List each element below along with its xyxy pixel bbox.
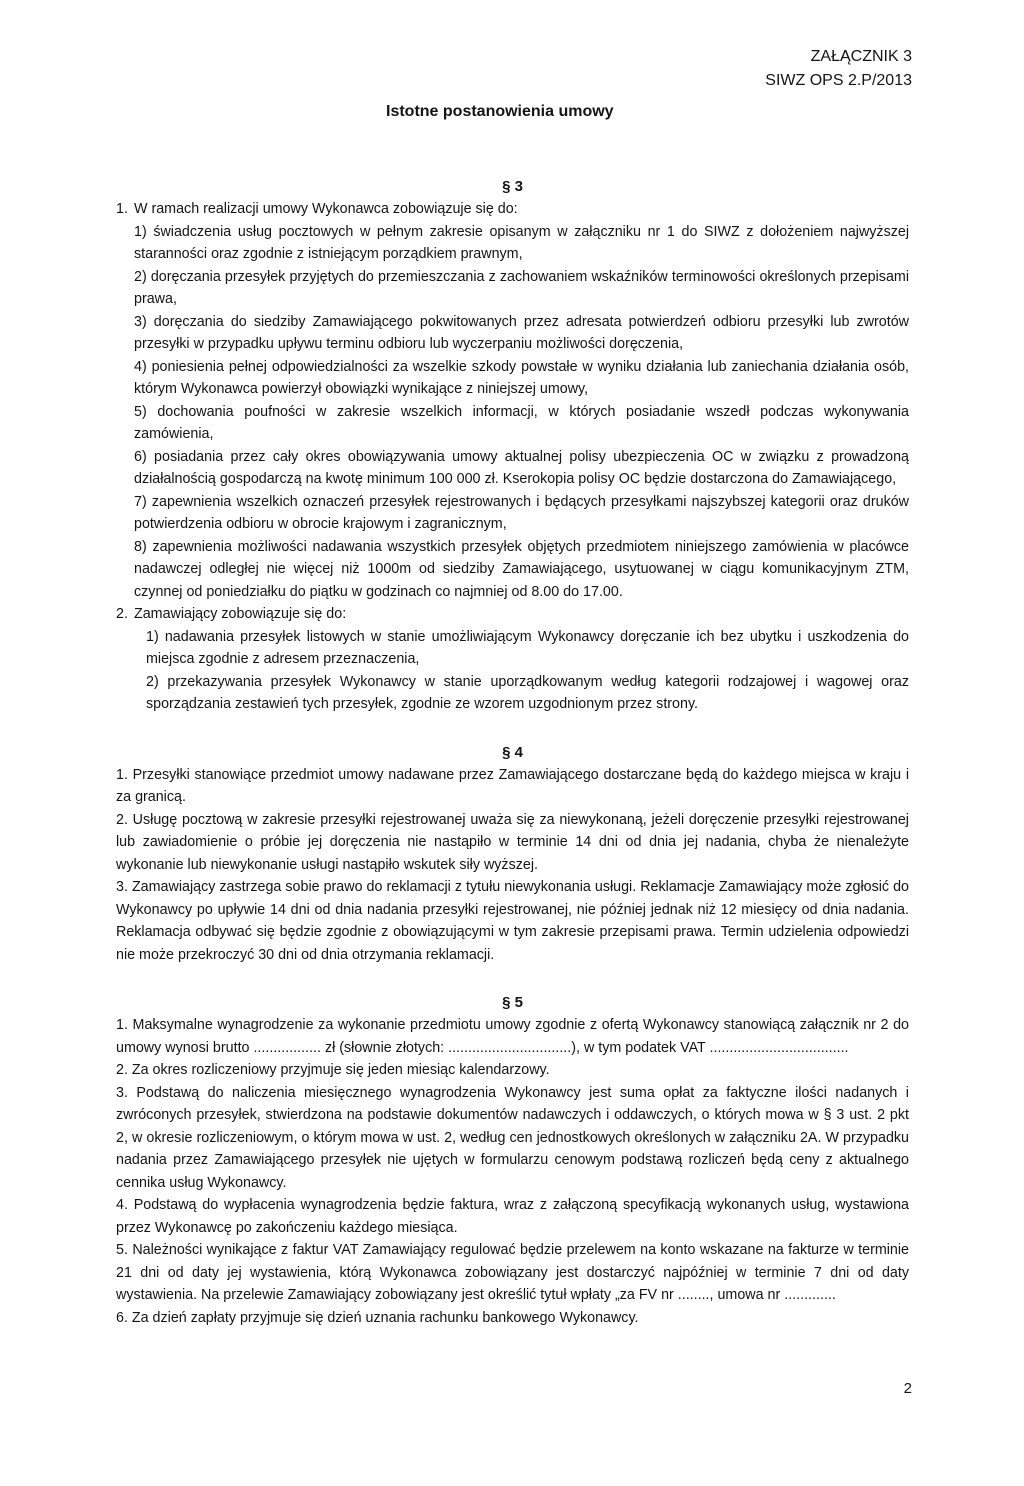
s3-p1-lead: W ramach realizacji umowy Wykonawca zobowiązuje się do: <box>134 201 518 217</box>
attachment-label: ZAŁĄCZNIK 3 <box>810 48 912 65</box>
document-title: Istotne postanowienia umowy <box>386 103 614 120</box>
s3-p1-item: 5) dochowania poufności w zakresie wszelkich informacji, w których posiadanie wszedł podczas wykonywania zamówienia, <box>134 403 909 442</box>
s3-p1-item: 8) zapewnienia możliwości nadawania wszystkich przesyłek objętych przedmiotem niniejszego zamówienia w placówce nadawczej odległej nie więcej niż 1000m od siedziby Zamawiającego, usytuowanej w ciągu komunikacyjnym ZTM, czynnej od poniedziałku do piątku w godzinach co najmniej od 8.00 do 17.00. <box>134 538 909 600</box>
s3-p1-item: 4) poniesienia pełnej odpowiedzialności za wszelkie szkody powstałe w wyniku działania lub zaniechania działania osób, którym Wykonawca powierzył obowiązki wynikające z niniejszej umowy, <box>134 358 909 397</box>
s3-p1-item: 2) doręczania przesyłek przyjętych do przemieszczania z zachowaniem wskaźników terminowości określonych przepisami prawa, <box>134 268 909 307</box>
s3-p1-item: 1) świadczenia usług pocztowych w pełnym zakresie opisanym w załączniku nr 1 do SIWZ z dołożeniem najwyższej staranności oraz zgodnie z istniejącym porządkiem prawnym, <box>134 223 909 262</box>
s3-p1-number: 1. <box>116 201 128 217</box>
section-3-heading: § 3 <box>502 178 523 195</box>
s3-paragraph-1 <box>116 198 909 221</box>
s3-p1-item: 6) posiadania przez cały okres obowiązywania umowy aktualnej polisy ubezpieczenia OC w związku z prowadzoną działalnością gospodarczą na kwotę minimum 100 000 zł. Kserokopia polisy OC będzie dostarczona do Zamawiającego, <box>134 448 909 487</box>
s3-p2-item: 1) nadawania przesyłek listowych w stanie umożliwiającym Wykonawcy doręczanie ich bez ubytku i uszkodzenia do miejsca zgodnie z adresem przeznaczenia, <box>146 628 909 667</box>
s3-p1-item: 3) doręczania do siedziby Zamawiającego pokwitowanych przez adresata potwierdzeń odbioru przesyłki lub zwrotów przesyłki w przypadku upływu terminu odbioru lub wyczerpaniu możliwości doręczenia, <box>134 313 909 352</box>
s5-paragraph: 5. Należności wynikające z faktur VAT Zamawiający regulować będzie przelewem na konto wskazane na fakturze w terminie 21 dni od daty jej wystawienia, którą Wykonawca zobowiązany jest dostarczyć najpóźniej w terminie 7 dni od daty wystawienia. Na przelewie Zamawiający zobowiązany jest określić tytuł wpłaty „za FV nr ........, umowa nr ............. <box>116 1242 909 1303</box>
s3-paragraph-2 <box>116 603 909 626</box>
s4-paragraph: 2. Usługę pocztową w zakresie przesyłki rejestrowanej uważa się za niewykonaną, jeżeli doręczenie przesyłki rejestrowanej lub zawiadomienie o próbie jej doręczenia nie nastąpiło w terminie 14 dni od dnia jej nadania, chyba że nienależyte wykonanie lub niewykonanie usługi nastąpiło wskutek siły wyższej. <box>116 811 909 873</box>
s4-paragraph: 1. Przesyłki stanowiące przedmiot umowy nadawane przez Zamawiającego dostarczane będą do każdego miejsca w kraju i za granicą. <box>116 766 909 805</box>
s3-p2-number: 2. <box>116 606 128 622</box>
s5-paragraph: 3. Podstawą do naliczenia miesięcznego wynagrodzenia Wykonawcy jest suma opłat za faktyczne ilości nadanych i zwróconych przesyłek, stwierdzona na podstawie dokumentów nadawczych i oddawczych, o których mowa w § 3 ust. 2 pkt 2, w okresie rozliczeniowym, o którym mowa w ust. 2, według cen jednostkowych określonych w załączniku 2A. W przypadku nadania przez Zamawiającego przesyłek nie ujętych w formularzu cenowym podstawą rozliczeń będą ceny z aktualnego cennika usług Wykonawcy. <box>116 1084 909 1191</box>
section-5-heading: § 5 <box>502 994 523 1011</box>
page-number: 2 <box>903 1380 912 1397</box>
s4-paragraph: 3. Zamawiający zastrzega sobie prawo do reklamacji z tytułu niewykonania usługi. Reklamacje Zamawiający może zgłosić do Wykonawcy po upływie 14 dni od dnia nadania przesyłki rejestrowanej, nie później jednak niż 12 miesięcy od dnia nadania. Reklamacja odbywać się będzie zgodnie z obowiązującymi w tym zakresie przepisami prawa. Termin udzielenia odpowiedzi nie może przekroczyć 30 dni od dnia otrzymania reklamacji. <box>116 879 909 963</box>
s5-paragraph: 2. Za okres rozliczeniowy przyjmuje się jeden miesiąc kalendarzowy. <box>116 1062 550 1078</box>
document-body <box>116 176 909 1329</box>
section-4-heading: § 4 <box>502 743 523 761</box>
s3-p2-lead: Zamawiający zobowiązuje się do: <box>134 606 347 622</box>
reference-number: SIWZ OPS 2.P/2013 <box>765 72 912 89</box>
s5-paragraph: 4. Podstawą do wypłacenia wynagrodzenia będzie faktura, wraz z załączoną specyfikacją wykonanych usług, wystawiona przez Wykonawcę po zakończeniu każdego miesiąca. <box>116 1197 909 1236</box>
header-reference-block <box>765 45 912 93</box>
s3-p2-item: 2) przekazywania przesyłek Wykonawcy w stanie uporządkowanym według kategorii rodzajowej i wagowej oraz sporządzania zestawień tych przesyłek, zgodnie ze wzorem uzgodnionym przez strony. <box>146 673 909 712</box>
s3-p1-item: 7) zapewnienia wszelkich oznaczeń przesyłek rejestrowanych i będących przesyłkami najszybszej kategorii oraz druków potwierdzenia odbioru w obrocie krajowym i zagranicznym, <box>134 493 909 532</box>
s5-paragraph: 6. Za dzień zapłaty przyjmuje się dzień uznania rachunku bankowego Wykonawcy. <box>116 1309 639 1326</box>
s5-paragraph: 1. Maksymalne wynagrodzenie za wykonanie przedmiotu umowy zgodnie z ofertą Wykonawcy stanowiącą załącznik nr 2 do umowy wynosi brutto ................. zł (słownie złotych: ...............................), w tym podatek VAT ................................... <box>116 1017 909 1056</box>
